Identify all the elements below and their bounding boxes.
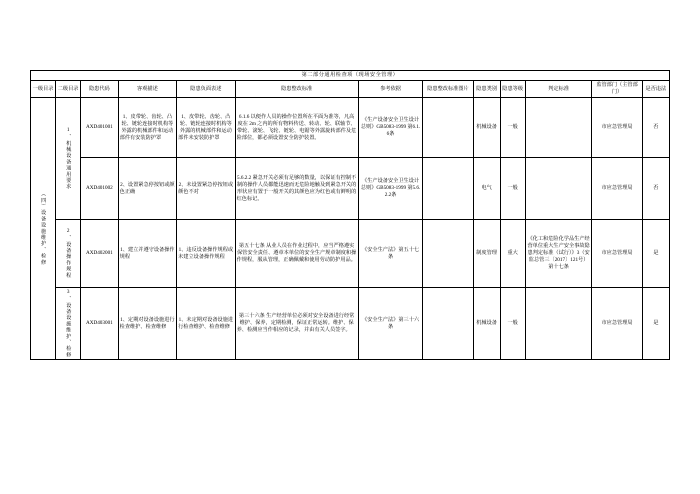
header-level2: 二级目录 — [56, 81, 81, 98]
judge-cell — [525, 288, 592, 360]
standard-cell: 5.6.2.2 紧急开关必须有足够的数量，以保证有控制不制的操作人员都能迅速而无危险地触及到紧急开关的形状应有置于一般开关的其颜色应为红色或有鲜明的红色标记。 — [235, 158, 358, 220]
table-title-row — [31, 71, 670, 81]
standard-cell: 第三十六条 生产经营单位必须对安全设备进行经常维护、保养，定期检测，保证正常运转。维护、保养、检测应当作相应的记录，并由有关人员签字。 — [235, 288, 358, 360]
header-reference: 参考依据 — [358, 81, 423, 98]
document-title: 第二部分通用检查项（现场安全管理） — [31, 71, 670, 81]
reference-cell: 《生产设备安全卫生设计总则》GB5083-1999 第5.6.2.2条 — [358, 158, 423, 220]
negative-cell: 1、违反设备操作规程或未建立设备操作规程 — [177, 220, 235, 288]
table-row — [31, 158, 670, 220]
type-cell: 机械设备 — [473, 288, 500, 360]
code-cell: AXD401001 — [81, 98, 119, 158]
level1-cell — [31, 98, 56, 360]
level2-cell-group1 — [56, 98, 81, 220]
header-type: 隐患类别 — [473, 81, 500, 98]
level2-label: 3、设备设施维护、检修 — [65, 289, 72, 359]
photo-cell — [423, 98, 473, 158]
objective-cell: 1、皮带轮、齿轮、凸轮、链轮连接时机构等外露的机械部件和运动部件有安装防护罩 — [118, 98, 176, 158]
type-cell: 机械设备 — [473, 98, 500, 158]
header-code: 隐患代码 — [81, 81, 119, 98]
negative-cell: 1、皮带轮、齿轮、凸轮、链轮连接时机构等外露的机械部件和运动部件未安装防护罩 — [177, 98, 235, 158]
reference-cell: 《生产设备安全卫生设计总则》GB5083-1999 第6.1.6条 — [358, 98, 423, 158]
header-judge: 判定标准 — [525, 81, 592, 98]
supervisor-cell: 市应急管理局 — [592, 98, 642, 158]
photo-cell — [423, 288, 473, 360]
standard-cell: 6.1.6 以便作人员的操作位置所在平面为准等，凡高度在 2m 之内的所有物料传送、转动、轮、联轴节、带轮、滚轮、飞轮、链轮、电锯等外露旋转部件及危险部位，都必须设置安全防护装置。 — [235, 98, 358, 158]
header-objective: 客观描述 — [118, 81, 176, 98]
illegal-cell: 是 — [642, 288, 669, 360]
inspection-table — [30, 70, 670, 360]
illegal-cell: 是 — [642, 220, 669, 288]
table-row — [31, 288, 670, 360]
header-grade: 隐患等级 — [500, 81, 525, 98]
type-cell: 电气 — [473, 158, 500, 220]
supervisor-cell: 市应急管理局 — [592, 220, 642, 288]
reference-cell: 《安全生产法》第三十六条 — [358, 288, 423, 360]
objective-cell: 1、定期对设备设施进行检查维护、检查维修 — [118, 288, 176, 360]
header-negative: 隐患负面表述 — [177, 81, 235, 98]
level2-cell-group3 — [56, 288, 81, 360]
type-cell: 制度管理 — [473, 220, 500, 288]
header-level1: 一级目录 — [31, 81, 56, 98]
judge-cell — [525, 98, 592, 158]
table-header-row — [31, 81, 670, 98]
objective-cell: 2、设置紧急停按钮或颜色正确 — [118, 158, 176, 220]
grade-cell: 重大 — [500, 220, 525, 288]
illegal-cell: 否 — [642, 158, 669, 220]
negative-cell: 2、未设置紧急停按钮或颜色不对 — [177, 158, 235, 220]
grade-cell: 一般 — [500, 98, 525, 158]
judge-cell: 《化工和危险化学品生产经营单位重大生产安全事故隐患判定标准（试行）》3（安监总管三〔2017〕121号）第十七条 — [525, 220, 592, 288]
grade-cell: 一般 — [500, 288, 525, 360]
photo-cell — [423, 158, 473, 220]
code-cell: AXD403001 — [81, 288, 119, 360]
illegal-cell: 否 — [642, 98, 669, 158]
header-standard: 隐患整改标准 — [235, 81, 358, 98]
photo-cell — [423, 220, 473, 288]
header-illegal: 是否违法 — [642, 81, 669, 98]
supervisor-cell: 市应急管理局 — [592, 288, 642, 360]
level2-label: 1、机械设备通用要求 — [65, 127, 72, 190]
grade-cell: 一般 — [500, 158, 525, 220]
objective-cell: 1、建立并遵守设备操作规程 — [118, 220, 176, 288]
level1-label: （四）设备设施维护、检修 — [40, 191, 47, 266]
negative-cell: 1、未定期对设备设施进行检查维护、检查维修 — [177, 288, 235, 360]
judge-cell — [525, 158, 592, 220]
header-supervisor: 监管部门（主管部门） — [592, 81, 642, 98]
table-row — [31, 220, 670, 288]
reference-cell: 《安全生产法》第五十七条 — [358, 220, 423, 288]
standard-cell: 第五十七条 从业人员在作业过程中，应当严格遵实保管安全责任、遵章本单位的安全生产规章制度和操作规程，服从管理，正确佩戴和使用劳动防护用品。 — [235, 220, 358, 288]
code-cell: AXD402001 — [81, 220, 119, 288]
header-photo: 隐患整改标准图片 — [423, 81, 473, 98]
level2-cell-group2 — [56, 220, 81, 288]
supervisor-cell: 市应急管理局 — [592, 158, 642, 220]
level2-label: 2、设备操作规程 — [65, 228, 72, 279]
table-row — [31, 98, 670, 158]
code-cell: AXD401002 — [81, 158, 119, 220]
